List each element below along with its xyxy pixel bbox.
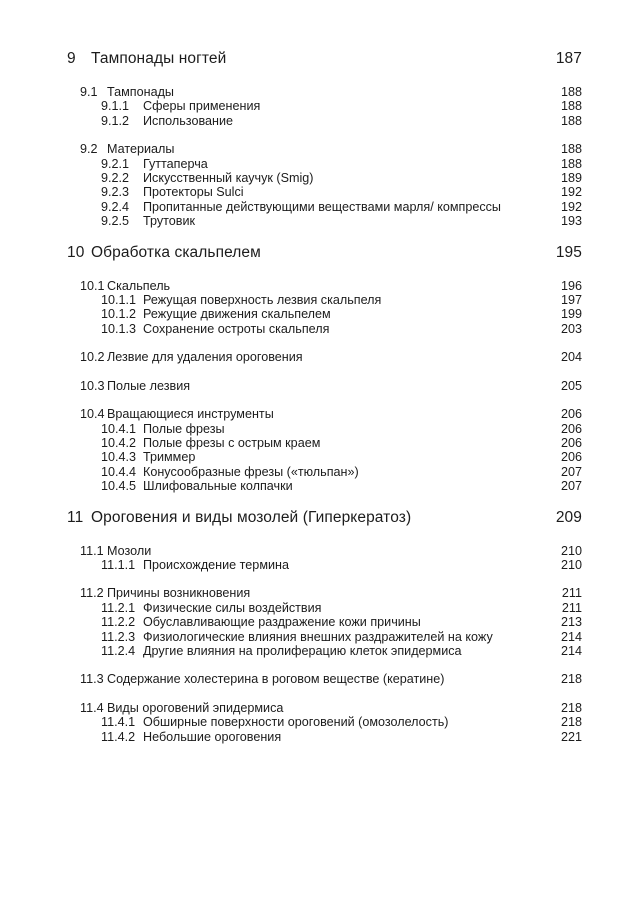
entry-title: Содержание холестерина в роговом веществе (кератине): [107, 672, 445, 687]
entry-title: Материалы: [107, 142, 175, 157]
entry-page-number: 213: [560, 615, 582, 630]
toc-group: [0, 407, 636, 493]
entry-page-number: 218: [560, 715, 582, 730]
chapter-number: 10: [67, 243, 85, 261]
entry-title: Гуттаперча: [143, 156, 208, 171]
chapter-title: Обработка скальпелем: [91, 243, 261, 261]
toc-entry: [0, 730, 636, 744]
toc-entry: [0, 99, 636, 113]
chapter-header: [0, 509, 636, 527]
entry-title: Конусообразные фрезы («тюльпан»): [143, 464, 359, 479]
toc-group: [0, 279, 636, 337]
entry-number: 9.2: [80, 142, 98, 157]
entry-title: Причины возникновения: [107, 586, 251, 601]
entry-page-number: 199: [560, 307, 582, 322]
entry-number: 9.2.1: [101, 156, 130, 171]
entry-number: 11.4.2: [101, 729, 136, 744]
entry-title: Триммер: [143, 450, 196, 465]
toc-entry: [0, 644, 636, 658]
entry-page-number: 205: [560, 378, 582, 393]
toc-group: [0, 544, 636, 573]
entry-page-number: 204: [560, 350, 582, 365]
toc-entry: [0, 171, 636, 185]
toc-entry: [0, 85, 636, 99]
toc-entry: [0, 307, 636, 321]
entry-number: 10.4.2: [101, 435, 137, 450]
entry-title: Физиологические влияния внешних раздражителей на кожу: [143, 629, 493, 644]
toc-entry: [0, 479, 636, 493]
toc-entry: [0, 350, 636, 364]
entry-page-number: 214: [560, 629, 582, 644]
entry-title: Полые фрезы с острым краем: [143, 435, 321, 450]
entry-number: 10.2: [80, 350, 105, 365]
entry-page-number: 188: [560, 113, 582, 128]
entry-page-number: 203: [560, 321, 582, 336]
toc-entry: [0, 630, 636, 644]
entry-number: 11.1: [80, 543, 104, 558]
entry-number: 11.1.1: [101, 557, 136, 572]
toc-entry: [0, 114, 636, 128]
entry-number: 11.4.1: [101, 715, 136, 730]
entry-page-number: 196: [560, 278, 582, 293]
chapter-block: [0, 509, 636, 744]
entry-title: Шлифовальные колпачки: [143, 479, 293, 494]
toc-group: [0, 586, 636, 658]
entry-page-number: 206: [560, 407, 582, 422]
entry-title: Сохранение остроты скальпеля: [143, 321, 330, 336]
entry-title: Обуславливающие раздражение кожи причины: [143, 615, 421, 630]
entry-title: Искусственный каучук (Smig): [143, 171, 314, 186]
toc-group: [0, 701, 636, 744]
entry-page-number: 211: [561, 586, 582, 601]
entry-number: 9.1.2: [101, 113, 130, 128]
entry-number: 9.2.3: [101, 185, 130, 200]
toc-entry: [0, 279, 636, 293]
toc-group: [0, 672, 636, 686]
entry-number: 10.1.3: [101, 321, 137, 336]
toc-entry: [0, 422, 636, 436]
entry-title: Обширные поверхности ороговений (омозолелость): [143, 715, 449, 730]
entry-title: Полые лезвия: [107, 378, 191, 393]
toc-group: [0, 350, 636, 364]
entry-number: 10.1.2: [101, 307, 137, 322]
toc-entry: [0, 586, 636, 600]
toc-entry: [0, 322, 636, 336]
entry-title: Лезвие для удаления ороговения: [107, 350, 303, 365]
entry-page-number: 188: [560, 99, 582, 114]
entry-title: Пропитанные действующими веществами марля/ компрессы: [143, 199, 501, 214]
toc-group: [0, 85, 636, 128]
entry-title: Использование: [143, 113, 233, 128]
entry-number: 9.2.5: [101, 214, 130, 229]
entry-page-number: 197: [560, 293, 582, 308]
entry-number: 11.4: [80, 700, 104, 715]
entry-page-number: 218: [560, 700, 582, 715]
toc-entry: [0, 185, 636, 199]
toc-entry: [0, 465, 636, 479]
chapter-page-number: 195: [555, 243, 582, 261]
entry-title: Физические силы воздействия: [143, 600, 322, 615]
chapter-title: Ороговения и виды мозолей (Гиперкератоз): [91, 508, 412, 526]
entry-number: 11.2.4: [101, 643, 136, 658]
entry-number: 11.2.2: [101, 615, 136, 630]
toc-entry: [0, 672, 636, 686]
chapter-header: [0, 244, 636, 262]
toc-entry: [0, 407, 636, 421]
entry-title: Протекторы Sulci: [143, 185, 244, 200]
chapter-block: [0, 244, 636, 494]
entry-title: Трутовик: [143, 214, 196, 229]
entry-page-number: 192: [560, 185, 582, 200]
entry-number: 10.4: [80, 407, 105, 422]
entry-title: Происхождение термина: [143, 557, 289, 572]
entry-number: 9.1: [80, 85, 98, 99]
toc-entry: [0, 601, 636, 615]
entry-title: Вращающиеся инструменты: [107, 407, 274, 422]
toc-group: [0, 379, 636, 393]
entry-number: 9.1.1: [101, 99, 130, 114]
chapter-number: 9: [67, 50, 76, 67]
entry-number: 10.4.1: [101, 421, 137, 436]
entry-title: Мозоли: [107, 543, 152, 558]
entry-title: Полые фрезы: [143, 421, 225, 436]
entry-title: Режущие движения скальпелем: [143, 307, 331, 322]
toc-entry: [0, 142, 636, 156]
entry-page-number: 206: [560, 450, 582, 465]
chapter-page-number: 187: [555, 50, 582, 67]
entry-page-number: 188: [560, 85, 582, 99]
entry-number: 11.2: [80, 586, 104, 601]
toc-entry: [0, 615, 636, 629]
toc-entry: [0, 379, 636, 393]
toc-entry: [0, 436, 636, 450]
entry-page-number: 206: [560, 435, 582, 450]
entry-page-number: 192: [560, 199, 582, 214]
entry-number: 10.1: [80, 278, 105, 293]
entry-page-number: 188: [560, 156, 582, 171]
entry-number: 11.3: [80, 672, 104, 687]
chapter-header: [0, 50, 636, 68]
toc-entry: [0, 558, 636, 572]
toc-entry: [0, 450, 636, 464]
toc-entry: [0, 715, 636, 729]
entry-title: Тампонады: [107, 85, 174, 99]
entry-title: Виды ороговений эпидермиса: [107, 700, 284, 715]
entry-title: Небольшие ороговения: [143, 729, 282, 744]
entry-page-number: 214: [560, 643, 582, 658]
chapter-block: [0, 50, 636, 229]
toc-entry: [0, 157, 636, 171]
entry-page-number: 218: [560, 672, 582, 687]
toc-entry: [0, 293, 636, 307]
entry-page-number: 189: [560, 171, 582, 186]
entry-page-number: 188: [560, 142, 582, 157]
entry-number: 11.2.3: [101, 629, 136, 644]
entry-page-number: 221: [560, 729, 582, 744]
entry-number: 10.4.3: [101, 450, 137, 465]
entry-page-number: 193: [560, 214, 582, 229]
entry-title: Сферы применения: [143, 99, 261, 114]
entry-title: Режущая поверхность лезвия скальпеля: [143, 293, 382, 308]
toc-entry: [0, 544, 636, 558]
entry-page-number: 210: [560, 543, 582, 558]
entry-number: 9.2.4: [101, 199, 130, 214]
entry-number: 9.2.2: [101, 171, 130, 186]
entry-page-number: 207: [560, 464, 582, 479]
entry-number: 10.4.5: [101, 479, 137, 494]
entry-page-number: 207: [560, 479, 582, 494]
toc-group: [0, 142, 636, 228]
entry-title: Другие влияния на пролиферацию клеток эпидермиса: [143, 643, 462, 658]
entry-page-number: 211: [561, 600, 582, 615]
chapter-number: 11: [67, 508, 84, 526]
entry-page-number: 210: [560, 557, 582, 572]
toc-entry: [0, 701, 636, 715]
chapter-title: Тампонады ногтей: [91, 50, 227, 67]
chapter-page-number: 209: [555, 508, 582, 526]
entry-number: 10.3: [80, 378, 105, 393]
entry-title: Скальпель: [107, 278, 171, 293]
entry-page-number: 206: [560, 421, 582, 436]
toc-entry: [0, 214, 636, 228]
entry-number: 10.1.1: [101, 293, 137, 308]
toc-entry: [0, 200, 636, 214]
entry-number: 11.2.1: [101, 600, 136, 615]
entry-number: 10.4.4: [101, 464, 137, 479]
